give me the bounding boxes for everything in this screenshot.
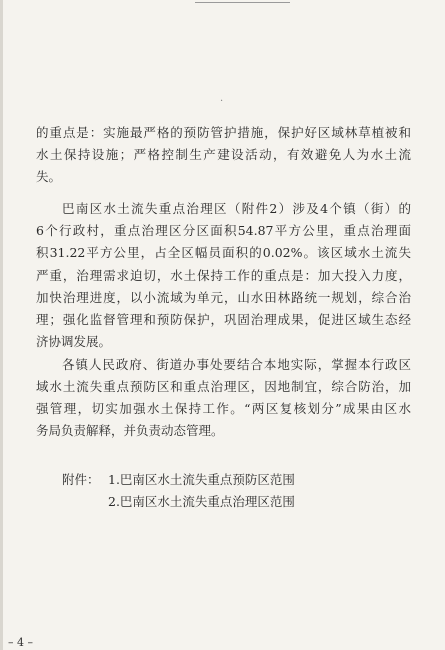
page-edge-shadow <box>0 0 3 650</box>
paragraph-3-line-2: 域水土流失重点预防区和重点治理区，因地制宜，综合防治，加 <box>36 379 411 394</box>
paragraph-3-line-3: 强管理，切实加强水土保持工作。“两区复核划分”成果由区水 <box>36 401 411 416</box>
paragraph-2-line-4: 严重，治理需求迫切，水土保持工作的重点是：加大投入力度， <box>36 268 411 283</box>
paragraph-1-line-2: 水土保持设施；严格控制生产建设活动，有效避免人为水土流 <box>36 147 411 162</box>
scan-mark: · <box>220 96 224 107</box>
paragraph-3-line-1: 各镇人民政府、街道办事处要结合本地实际，掌握本行政区 <box>62 357 411 372</box>
paragraph-2-line-6: 理；强化监督管理和预防保护，巩固治理成果，促进区域生态经 <box>36 312 411 327</box>
paragraph-2-line-5: 加快治理进度，以小流域为单元，山水田林路统一规划，综合治 <box>36 290 411 305</box>
attachments-label: 附件： <box>62 472 100 487</box>
paragraph-3-line-4: 务局负责解释，并负责动态管理。 <box>36 423 224 438</box>
paragraph-1-line-3: 失。 <box>36 169 62 184</box>
page-number: – 4 – <box>8 636 33 649</box>
paragraph-2-line-1: 巴南区水土流失重点治理区（附件2）涉及4个镇（街）的 <box>62 201 411 216</box>
attachment-item-1: 1.巴南区水土流失重点预防区范围 <box>108 472 295 487</box>
attachment-item-2: 2.巴南区水土流失重点治理区范围 <box>108 494 295 509</box>
paragraph-2-line-7: 济协调发展。 <box>36 334 112 349</box>
top-rule <box>195 2 290 3</box>
paragraph-2-line-3: 积31.22平方公里，占全区幅员面积的0.02%。该区域水土流失 <box>36 245 411 260</box>
paragraph-1-line-1: 的重点是：实施最严格的预防管护措施，保护好区域林草植被和 <box>36 125 411 140</box>
paragraph-2-line-2: 6个行政村，重点治理区分区面积54.87平方公里，重点治理面 <box>36 223 411 238</box>
